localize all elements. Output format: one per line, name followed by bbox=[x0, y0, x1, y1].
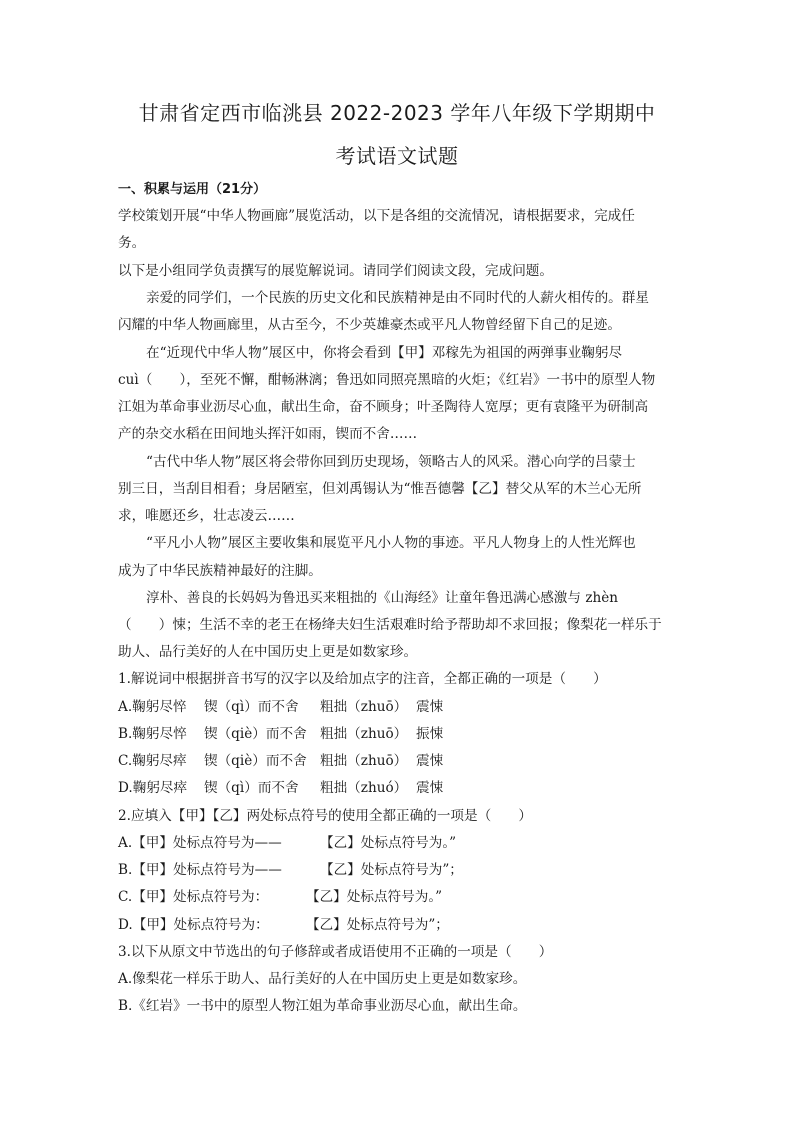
option-part: 粗拙（zhuō） bbox=[320, 753, 408, 769]
option-part: A.【甲】处标点符号为—— bbox=[118, 835, 282, 851]
option-part: D.鞠躬尽瘁 bbox=[118, 780, 188, 796]
section-heading: 一、积累与运用（21分） bbox=[118, 182, 267, 197]
question-2-option-b bbox=[118, 860, 678, 880]
question-3-option-a: A.像梨花一样乐于助人、品行美好的人在中国历史上更是如数家珍。 bbox=[118, 971, 527, 987]
question-2-option-a bbox=[118, 833, 678, 853]
option-part: B.鞠躬尽悴 bbox=[118, 726, 187, 742]
option-part: C.【甲】处标点符号为： bbox=[118, 889, 269, 905]
option-part: 锲（qiè）而不舍 bbox=[204, 726, 307, 742]
exam-title-line2: 考试语文试题 bbox=[335, 144, 459, 168]
passage-line: 求，唯愿还乡，壮志凌云…… bbox=[118, 508, 295, 524]
passage-line: “平凡小人物”展区主要收集和展览平凡小人物的事迹。平凡人物身上的人性光辉也 bbox=[146, 535, 636, 551]
passage-line: 成为了中华民族精神最好的注脚。 bbox=[118, 563, 322, 579]
passage-line: 别三日，当刮目相看；身居陋室，但刘禹锡认为“惟吾德馨【乙】替父从军的木兰心无所 bbox=[118, 481, 642, 497]
passage-line: 产的杂交水稻在田间地头挥汗如雨，锲而不舍…… bbox=[118, 426, 418, 442]
option-part: C.鞠躬尽瘁 bbox=[118, 753, 187, 769]
passage-line: （ ）悚；生活不幸的老王在杨绛夫妇生活艰难时给予帮助却不求回报；像梨花一样乐于 bbox=[118, 617, 662, 633]
passage-line: 助人、品行美好的人在中国历史上更是如数家珍。 bbox=[118, 644, 418, 660]
passage-line: 江姐为革命事业沥尽心血，献出生命，奋不顾身；叶圣陶待人宽厚；更有袁隆平为研制高 bbox=[118, 399, 649, 415]
question-1-stem: 1.解说词中根据拼音书写的汉字以及给加点字的注音，全都正确的一项是（ ） bbox=[118, 671, 607, 687]
question-2-option-d bbox=[118, 915, 678, 935]
option-part: 震悚 bbox=[416, 780, 444, 796]
question-3-option-b: B.《红岩》一书中的原型人物江姐为革命事业沥尽心血，献出生命。 bbox=[118, 998, 527, 1014]
option-part: 【乙】处标点符号为”； bbox=[320, 862, 463, 878]
intro-line: 学校策划开展“中华人物画廊”展览活动，以下是各组的交流情况，请根据要求，完成任 bbox=[118, 208, 635, 224]
passage-line: cuì（ ），至死不懈，酣畅淋漓；鲁迅如同照亮黑暗的火炬；《红岩》一书中的原型人物 bbox=[118, 372, 656, 388]
question-1-option-b bbox=[118, 724, 678, 744]
option-part: 【乙】处标点符号为”； bbox=[306, 917, 449, 933]
option-part: 粗拙（zhuō） bbox=[320, 726, 408, 742]
passage-line: 亲爱的同学们，一个民族的历史文化和民族精神是由不同时代的人薪火相传的。群星 bbox=[146, 290, 649, 306]
option-part: 振悚 bbox=[416, 726, 444, 742]
passage-line: 淳朴、善良的长妈妈为鲁迅买来粗拙的《山海经》让童年鲁迅满心感激与 zhèn bbox=[146, 590, 619, 606]
exam-title-line1: 甘肃省定西市临洮县 2022-2023 学年八年级下学期期中 bbox=[138, 101, 656, 125]
option-part: A.鞠躬尽悴 bbox=[118, 699, 187, 715]
question-1-option-d bbox=[118, 778, 678, 798]
question-2-option-c bbox=[118, 887, 678, 907]
option-part: 震悚 bbox=[416, 699, 444, 715]
passage-line: “古代中华人物”展区将会带你回到历史现场，领略古人的风采。潜心向学的吕蒙士 bbox=[146, 454, 636, 470]
question-1-option-c bbox=[118, 751, 678, 771]
option-part: 粗拙（zhuō） bbox=[320, 699, 408, 715]
option-part: 【乙】处标点符号为。” bbox=[320, 835, 457, 851]
question-2-stem: 2.应填入【甲】【乙】两处标点符号的使用全都正确的一项是（ ） bbox=[118, 808, 532, 824]
option-part: B.【甲】处标点符号为—— bbox=[118, 862, 282, 878]
question-1-option-a bbox=[118, 697, 678, 717]
intro-line: 以下是小组同学负责撰写的展览解说词。请同学们阅读文段，完成问题。 bbox=[118, 263, 553, 279]
option-part: 锲（qì）而不舍 bbox=[204, 699, 299, 715]
option-part: 锲（qì）而不舍 bbox=[204, 780, 299, 796]
passage-line: 在“近现代中华人物”展区中，你将会看到【甲】邓稼先为祖国的两弹事业鞠躬尽 bbox=[146, 345, 623, 361]
intro-line: 务。 bbox=[118, 235, 146, 251]
option-part: 【乙】处标点符号为。” bbox=[306, 889, 443, 905]
option-part: D.【甲】处标点符号为： bbox=[118, 917, 269, 933]
option-part: 粗拙（zhuó） bbox=[320, 780, 408, 796]
option-part: 锲（qiè）而不舍 bbox=[204, 753, 307, 769]
option-part: 震悚 bbox=[416, 753, 444, 769]
passage-line: 闪耀的中华人物画廊里，从古至今，不少英雄豪杰或平凡人物曾经留下自己的足迹。 bbox=[118, 317, 621, 333]
question-3-stem: 3.以下从原文中节选出的句子修辞或者成语使用不正确的一项是（ ） bbox=[118, 944, 553, 960]
